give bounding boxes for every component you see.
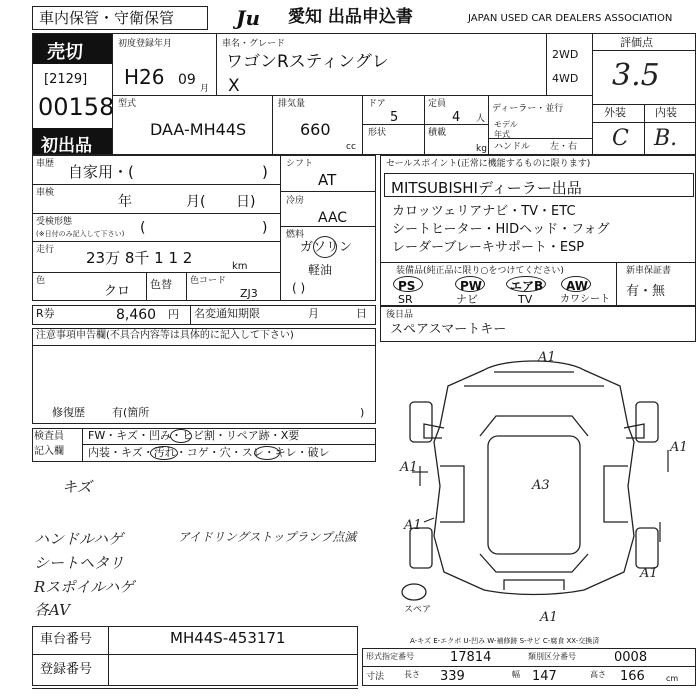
color-change-label: 色替	[150, 278, 172, 291]
inspection-label: 車検	[36, 188, 55, 198]
name-change-label: 名変通知期限	[194, 307, 260, 320]
tax-label: R券	[36, 307, 55, 320]
model-year-label: モデル年式	[494, 120, 518, 139]
shift-value: AT	[318, 171, 337, 189]
lot-number: 00158	[38, 93, 115, 121]
later-items-value: スペアスマートキー	[390, 322, 507, 337]
damage-legend: A-キズ E-エクボ U-凹み W-補修跡 S-サビ C-腐食 XX-交換済	[410, 637, 600, 645]
equip-ps-circle	[393, 276, 423, 292]
handwritten-note-2: ハンドルハゲ	[34, 530, 123, 548]
inspector-row-1: FW・キズ・凹み・ヒビ割・リペア跡・X要	[88, 429, 300, 442]
handwritten-note-3: アイドリングストップランプ点滅	[178, 530, 357, 544]
inspection-month: 月(	[186, 194, 206, 210]
registration-label: 初度登録年月	[118, 39, 173, 49]
equip-airbag: エアB	[510, 279, 544, 293]
name-change-month: 月	[308, 307, 319, 320]
divider	[644, 104, 645, 155]
dealer-label: ディーラー・並行	[492, 104, 564, 114]
shape-label: 形状	[368, 128, 387, 138]
color-code-value: ZJ3	[240, 287, 258, 300]
car-name-label: 車名・グレード	[222, 39, 286, 49]
height-label: 高さ	[590, 670, 606, 679]
sales-point-3: レーダーブレーキサポート・ESP	[392, 240, 585, 255]
ju-logo-mark: Ju	[236, 6, 261, 30]
drive-2wd: 2WD	[552, 48, 579, 61]
history-value: 自家用・(	[68, 163, 134, 181]
rating-label: 評価点	[620, 36, 653, 49]
later-items-label: 後日品	[386, 310, 414, 320]
rating-score: 3.5	[612, 58, 660, 93]
form-title: 愛知 出品申込書	[288, 7, 413, 27]
equip-airbag-circle	[506, 276, 546, 292]
equip-pw: PW	[460, 279, 483, 293]
history-label: 車歴	[36, 159, 55, 169]
chassis-label: 車台番号	[40, 632, 93, 647]
registration-number-label: 登録番号	[40, 662, 93, 677]
divider	[280, 226, 376, 227]
divider	[32, 272, 280, 273]
spec-unit: cm	[666, 674, 679, 683]
color-code-label: 色コード	[190, 276, 227, 286]
divider	[280, 191, 376, 192]
fuel-gasoline: ガソリン	[300, 240, 353, 255]
color-label: 色	[36, 276, 46, 286]
mileage-value: 23万 8千 1 1 2	[86, 249, 193, 267]
width-value: 147	[532, 669, 557, 684]
displacement-value: 660	[300, 120, 331, 139]
divider	[190, 305, 191, 325]
inspection-year: 年	[118, 194, 132, 210]
diagram-mark-roof: A3	[532, 478, 550, 493]
sold-label: 売切	[47, 42, 83, 63]
inspector-label: 検査員	[34, 431, 64, 442]
length-label: 長さ	[404, 670, 420, 679]
interior-grade: B.	[654, 126, 678, 151]
load-unit: kg	[476, 144, 487, 154]
doors-value: 5	[390, 110, 399, 125]
handwritten-note-4: シートヘタリ	[34, 554, 125, 572]
capacity-label: 定員	[428, 99, 447, 109]
sales-points-label: セールスポイント(正常に機能するものに限ります)	[386, 159, 591, 169]
fuel-label: 燃料	[286, 230, 305, 240]
divider	[362, 666, 696, 667]
divider	[488, 138, 592, 139]
equipment-label: 装備品(純正品に限り○をつけてください)	[396, 266, 564, 276]
id-code: [2129]	[44, 72, 88, 87]
car-grade: X	[228, 76, 240, 96]
equip-ps: PS	[398, 279, 416, 293]
handwritten-note-5: Rスポイルハゲ	[34, 578, 135, 596]
load-label: 積載	[428, 128, 447, 138]
divider	[82, 444, 376, 445]
exterior-label: 外装	[604, 106, 626, 119]
car-name-value: ワゴンRスティングレ	[226, 52, 389, 72]
divider	[146, 272, 147, 301]
divider	[592, 122, 696, 123]
fuel-diesel: 軽油	[308, 263, 333, 277]
diagram-mark-left: A1	[400, 460, 418, 475]
registration-year: H26	[124, 65, 165, 89]
equip-leather: カワシート	[560, 294, 610, 305]
name-change-day: 日	[356, 307, 367, 320]
equip-tv: TV	[518, 293, 533, 306]
model-value: DAA-MH44S	[150, 120, 247, 139]
divider	[272, 95, 273, 155]
tax-unit: 円	[168, 308, 179, 321]
inspector-mark-1	[170, 429, 192, 443]
receipt-close: )	[262, 220, 268, 236]
length-value: 339	[440, 669, 465, 684]
interior-label: 内装	[655, 106, 677, 119]
exterior-grade: C	[612, 126, 629, 151]
equip-aw-circle	[561, 276, 591, 292]
divider	[592, 50, 696, 51]
first-listing-badge	[33, 128, 112, 154]
height-value: 166	[620, 669, 645, 684]
class-number-label: 類別区分番号	[528, 652, 576, 661]
equip-sr: SR	[398, 293, 413, 306]
repair-history-close: )	[360, 406, 365, 419]
divider	[362, 95, 363, 155]
divider	[108, 626, 109, 686]
cooling-value: AAC	[318, 210, 348, 226]
doors-label: ドア	[368, 99, 386, 109]
type-number-value: 17814	[450, 650, 492, 665]
divider	[186, 272, 187, 301]
warranty-value: 有・無	[626, 284, 666, 299]
inspector-mark-2	[150, 446, 178, 460]
handwritten-note-6: 各AV	[34, 601, 70, 619]
diagram-mark-right-rear: A1	[640, 566, 658, 581]
mileage-label: 走行	[36, 245, 55, 255]
divider	[280, 155, 281, 301]
handwritten-note-1: キズ	[62, 478, 92, 496]
tax-value: 8,460	[116, 307, 157, 323]
association-name: JAPAN USED CAR DEALERS ASSOCIATION	[468, 13, 673, 24]
spare-tire-label: スペア	[404, 605, 432, 615]
registration-month: 09	[178, 72, 196, 88]
divider	[362, 124, 488, 125]
diagram-mark-right: A1	[670, 440, 688, 455]
equip-aw: AW	[566, 279, 588, 293]
cooling-label: 冷房	[286, 196, 305, 206]
fuel-other: ( )	[292, 281, 306, 295]
width-label: 幅	[512, 670, 520, 679]
repair-history-value: 有(箇所	[112, 406, 150, 419]
equip-pw-circle	[455, 276, 485, 292]
diagram-mark-top: A1	[538, 350, 556, 365]
capacity-value: 4	[452, 110, 461, 125]
shift-label: シフト	[286, 159, 314, 169]
divider	[216, 33, 217, 95]
dealer-item-box	[384, 173, 694, 197]
handle-label: ハンドル	[494, 142, 531, 152]
divider	[32, 213, 280, 214]
bottom-strip	[32, 688, 358, 700]
divider	[112, 95, 592, 96]
size-label: 寸法	[366, 672, 385, 682]
first-listing-label: 初出品	[41, 136, 92, 156]
divider	[592, 33, 593, 155]
warranty-label: 新車保証書	[626, 266, 672, 276]
divider	[424, 95, 425, 155]
divider	[82, 428, 83, 462]
storage-tag	[32, 6, 208, 30]
color-value: クロ	[104, 284, 131, 299]
repair-history-label: 修復歴	[52, 406, 85, 419]
divider	[488, 95, 489, 155]
inspector-mark-3	[254, 446, 280, 460]
divider	[32, 241, 280, 242]
sales-point-2: シートヒーター・HIDヘッド・フォグ	[392, 222, 610, 237]
type-number-label: 形式指定番号	[366, 652, 414, 661]
class-number-value: 0008	[614, 650, 648, 665]
model-label: 型式	[118, 99, 137, 109]
history-close: )	[262, 163, 268, 181]
sold-badge	[33, 34, 112, 64]
registration-month-unit: 月	[200, 84, 210, 94]
equip-navi: ナビ	[456, 293, 478, 306]
divider	[546, 33, 547, 95]
receipt-label: 受検形態	[36, 217, 73, 227]
diagram-mark-left-door: A1	[404, 518, 422, 533]
diagram-mark-bottom: A1	[540, 610, 558, 625]
chassis-value: MH44S-453171	[170, 629, 286, 647]
sales-point-1: カロッツェリアナビ・TV・ETC	[392, 204, 576, 219]
divider	[616, 262, 617, 306]
handle-options: 左・右	[550, 142, 578, 152]
capacity-unit: 人	[476, 114, 486, 124]
notes-label: 注意事項申告欄(不具合内容等は具体的に記入して下さい)	[36, 330, 294, 341]
displacement-label: 排気量	[278, 99, 306, 109]
divider	[32, 654, 358, 655]
mileage-unit: km	[232, 261, 248, 272]
fuel-circle-mark	[313, 236, 337, 258]
divider	[32, 345, 376, 346]
receipt-note: (※日付のみ記入して下さい)	[36, 230, 125, 238]
inspector-entry-label: 記入欄	[34, 446, 64, 457]
displacement-unit: cc	[346, 142, 356, 152]
inspection-day: 日)	[236, 194, 256, 210]
ju-logo	[236, 8, 286, 28]
drive-4wd: 4WD	[552, 72, 579, 85]
receipt-paren: (	[140, 220, 146, 236]
storage-tag-text: 車内保管・守衛保管	[39, 9, 175, 27]
divider	[32, 184, 280, 185]
dealer-item-text: MITSUBISHIディーラー出品	[391, 179, 582, 197]
inspector-row-2: 内装・キズ・汚れ・コゲ・穴・スレ・キレ・破レ	[88, 446, 330, 459]
